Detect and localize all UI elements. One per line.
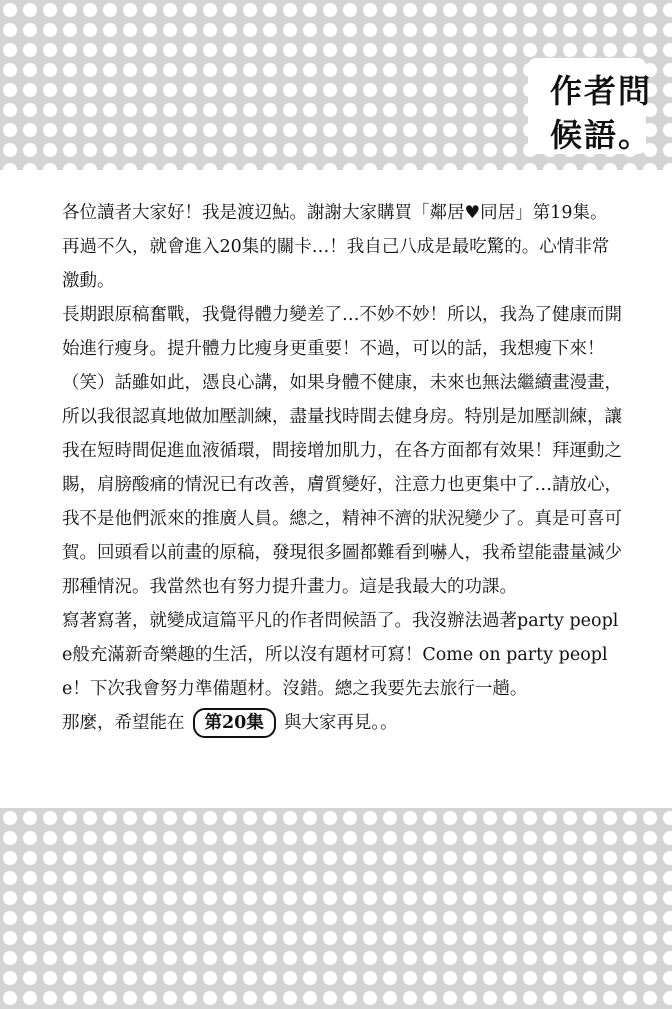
paragraph-1: 各位讀者大家好！我是渡辺鮎。謝謝大家購買「鄰居♥同居」第19集。再過不久，就會進入20集的關卡…！我自己八成是最吃驚的。心情非常激動。 xyxy=(62,203,610,291)
closing-prefix: 那麼，希望能在 xyxy=(62,713,185,733)
closing-suffix: 與大家再見。。 xyxy=(283,713,398,733)
volume-tag: 第20集 xyxy=(193,708,276,738)
paragraph-2: 長期跟原稿奮戰，我覺得體力變差了…不妙不妙！所以，我為了健康而開始進行瘦身。提升體力比瘦身更重要！不過，可以的話，我想瘦下來！（笑）話雖如此，憑良心講，如果身體不健康，未來也無法繼續畫漫畫，所以我很認真地做加壓訓練，盡量找時間去健身房。特別是加壓訓練，讓我在短時間促進血液循環，間接增加肌力，在各方面都有效果！拜運動之賜，肩膀酸痛的情況已有改善，膚質變好，注意力也更集中了…請放心，我不是他們派來的推廣人員。總之，精神不濟的狀況變少了。真是可喜可賀。回頭看以前畫的原稿，發現很多圖都難看到嚇人，我希望能盡量減少那種情況。我當然也有努力提升畫力。這是我最大的功課。 xyxy=(62,305,622,597)
page-title-line-1: 作者問 xyxy=(549,72,652,110)
afterword-body xyxy=(62,196,622,740)
dot-pattern-bottom xyxy=(0,808,672,1009)
paragraph-3: 寫著寫著，就變成這篇平凡的作者問候語了。我沒辦法過著party people般充滿新奇樂趣的生活，所以沒有題材可寫！Come on party people！下次我會努力準備題材。沒錯。總之我要先去旅行一趟。 xyxy=(62,611,619,699)
closing-line xyxy=(62,706,622,740)
page-title-line-2: 候語。 xyxy=(549,116,652,154)
